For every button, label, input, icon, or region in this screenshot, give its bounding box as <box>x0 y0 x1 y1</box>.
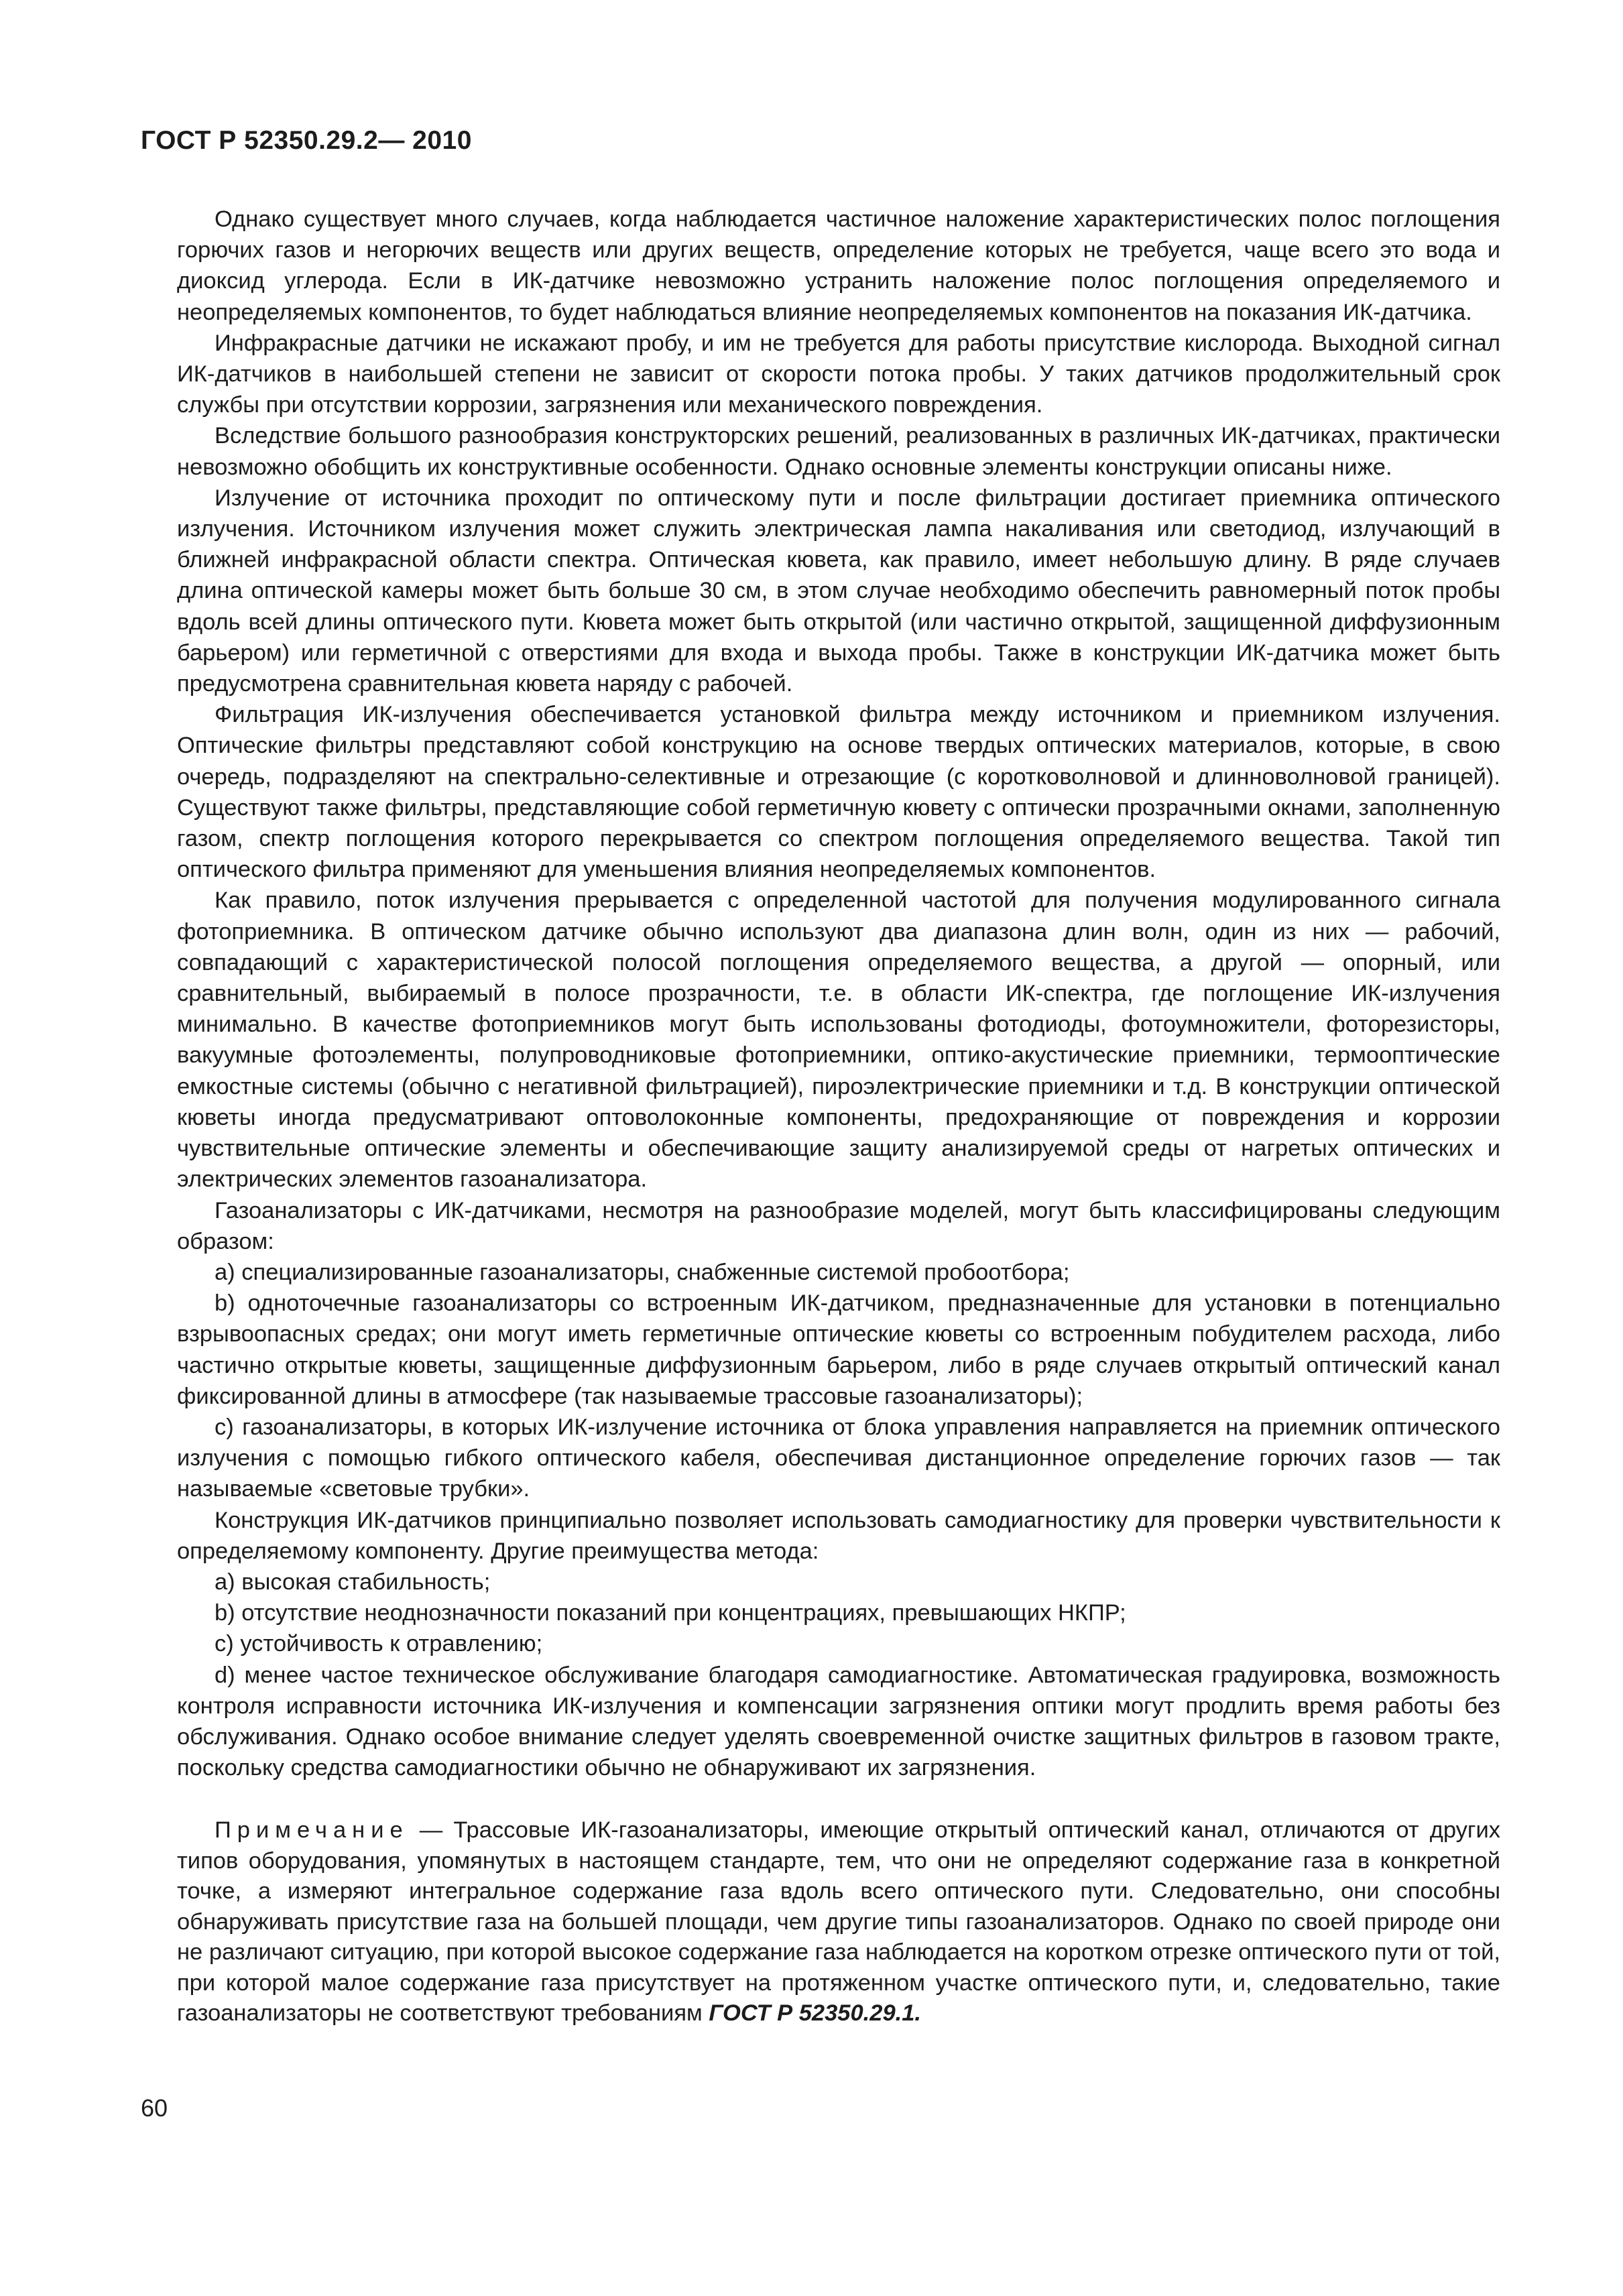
body-text <box>177 204 1500 2029</box>
paragraph: Однако существует много случаев, когда наблюдается частичное наложение характеристических полос поглощения горючих газов и негорючих веществ или других веществ, определение которых не требуется, чаще всего это вода и диоксид углерода. Если в ИК-датчике невозможно устранить наложение полос поглощения определяемого и неопределяемых компонентов, то будет наблюдаться влияние неопределяемых компонентов на показания ИК-датчика. <box>177 206 1500 325</box>
list-item: b) одноточечные газоанализаторы со встроенным ИК-датчиком, предназначенные для установки в потенциально взрывоопасных средах; они могут иметь герметичные оптические кюветы со встроенным побудителем расхода, либо частично открытые кюветы, защищенные диффузионным барьером, либо в ряде случаев открытый оптический канал фиксированной длины в атмосфере (так называемые трассовые газоанализаторы); <box>177 1290 1500 1409</box>
standard-reference: ГОСТ Р 52350.29.1. <box>709 2000 921 2027</box>
paragraph: Излучение от источника проходит по оптическому пути и после фильтрации достигает приемника оптического излучения. Источником излучения может служить электрическая лампа накаливания или светодиод, излучающий в ближней инфракрасной области спектра. Оптическая кювета, как правило, имеет небольшую длину. В ряде случаев длина оптической камеры может быть больше 30 см, в этом случае необходимо обеспечить равномерный поток пробы вдоль всей длины оптического пути. Кювета может быть открытой (или частично открытой, защищенной диффузионным барьером) или герметичной с отверстиями для входа и выхода пробы. Также в конструкции ИК-датчика может быть предусмотрена сравнительная кювета наряду с рабочей. <box>177 485 1500 697</box>
paragraph: Инфракрасные датчики не искажают пробу, и им не требуется для работы присутствие кислорода. Выходной сигнал ИК-датчиков в наибольшей степени не зависит от скорости потока пробы. У таких датчиков продолжительный срок службы при отсутствии коррозии, загрязнения или механического повреждения. <box>177 330 1500 418</box>
paragraph: Как правило, поток излучения прерывается с определенной частотой для получения модулированного сигнала фотоприемника. В оптическом датчике обычно используют два диапазона длин волн, один из них — рабочий, совпадающий с характеристической полосой поглощения определяемого вещества, а другой — опорный, или сравнительный, выбираемый в полосе прозрачности, т.е. в области ИК-спектра, где поглощение ИК-излучения минимально. В качестве фотоприемников могут быть использованы фотодиоды, фотоумножители, фоторезисторы, вакуумные фотоэлементы, полупроводниковые фотоприемники, оптико-акустические приемники, термооптические емкостные системы (обычно с негативной фильтрацией), пироэлектрические приемники и т.д. В конструкции оптической кюветы иногда предусматривают оптоволоконные компоненты, предохраняющие от повреждения и коррозии чувствительные оптические элементы и обеспечивающие защиту анализируемой среды от нагретых оптических и электрических элементов газоанализатора. <box>177 888 1500 1193</box>
page-number: 60 <box>141 2094 168 2122</box>
list-item: d) менее частое техническое обслуживание благодаря самодиагностике. Автоматическая градуировка, возможность контроля исправности источника ИК-излучения и компенсации загрязнения оптики могут продлить время работы без обслуживания. Однако особое внимание следует уделять своевременной очистке защитных фильтров в газовом тракте, поскольку средства самодиагностики обычно не обнаруживают их загрязнения. <box>177 1662 1500 1781</box>
note-paragraph <box>177 1815 1500 2029</box>
list-item: a) высокая стабильность; <box>215 1569 491 1595</box>
standard-header: ГОСТ Р 52350.29.2— 2010 <box>141 126 472 155</box>
paragraph: Газоанализаторы с ИК-датчиками, несмотря на разнообразие моделей, могут быть классифицированы следующим образом: <box>177 1197 1500 1254</box>
paragraph: Конструкция ИК-датчиков принципиально позволяет использовать самодиагностику для проверки чувствительности к определяемому компоненту. Другие преимущества метода: <box>177 1507 1500 1564</box>
list-item: c) газоанализаторы, в которых ИК-излучение источника от блока управления направляется на приемник оптического излучения с помощью гибкого оптического кабеля, обеспечивая дистанционное определение горючих газов — так называемые «световые трубки». <box>177 1414 1500 1502</box>
list-item: b) отсутствие неоднозначности показаний при концентрациях, превышающих НКПР; <box>215 1600 1126 1626</box>
list-item: a) специализированные газоанализаторы, снабженные системой пробоотбора; <box>215 1259 1070 1285</box>
note-text: — Трассовые ИК-газоанализаторы, имеющие открытый оптический канал, отличаются от других типов оборудования, упомянутых в настоящем стандарте, тем, что они не определяют содержание газа в конкретной точке, а измеряют интегральное содержание газа вдоль всего оптического пути. Следовательно, они способны обнаруживать присутствие газа на большей площади, чем другие типы газоанализаторов. Однако по своей природе они не различают ситуацию, при которой высокое содержание газа наблюдается на коротком отрезке оптического пути от той, при которой малое содержание газа присутствует на протяженном участке оптического пути, и, следовательно, такие газоанализаторы не соответствуют требованиям <box>177 1817 1500 2027</box>
note-label: Примечание <box>215 1817 409 1844</box>
paragraph: Вследствие большого разнообразия конструкторских решений, реализованных в различных ИК-датчиках, практически невозможно обобщить их конструктивные особенности. Однако основные элементы конструкции описаны ниже. <box>177 423 1500 480</box>
paragraph: Фильтрация ИК-излучения обеспечивается установкой фильтра между источником и приемником излучения. Оптические фильтры представляют собой конструкцию на основе твердых оптических материалов, которые, в свою очередь, подразделяют на спектрально-селективные и отрезающие (с коротковолновой и длинноволновой границей). Существуют также фильтры, представляющие собой герметичную кювету с оптически прозрачными окнами, заполненную газом, спектр поглощения которого перекрывается со спектром поглощения определяемого вещества. Такой тип оптического фильтра применяют для уменьшения влияния неопределяемых компонентов. <box>177 702 1500 883</box>
list-item: c) устойчивость к отравлению; <box>215 1631 543 1657</box>
